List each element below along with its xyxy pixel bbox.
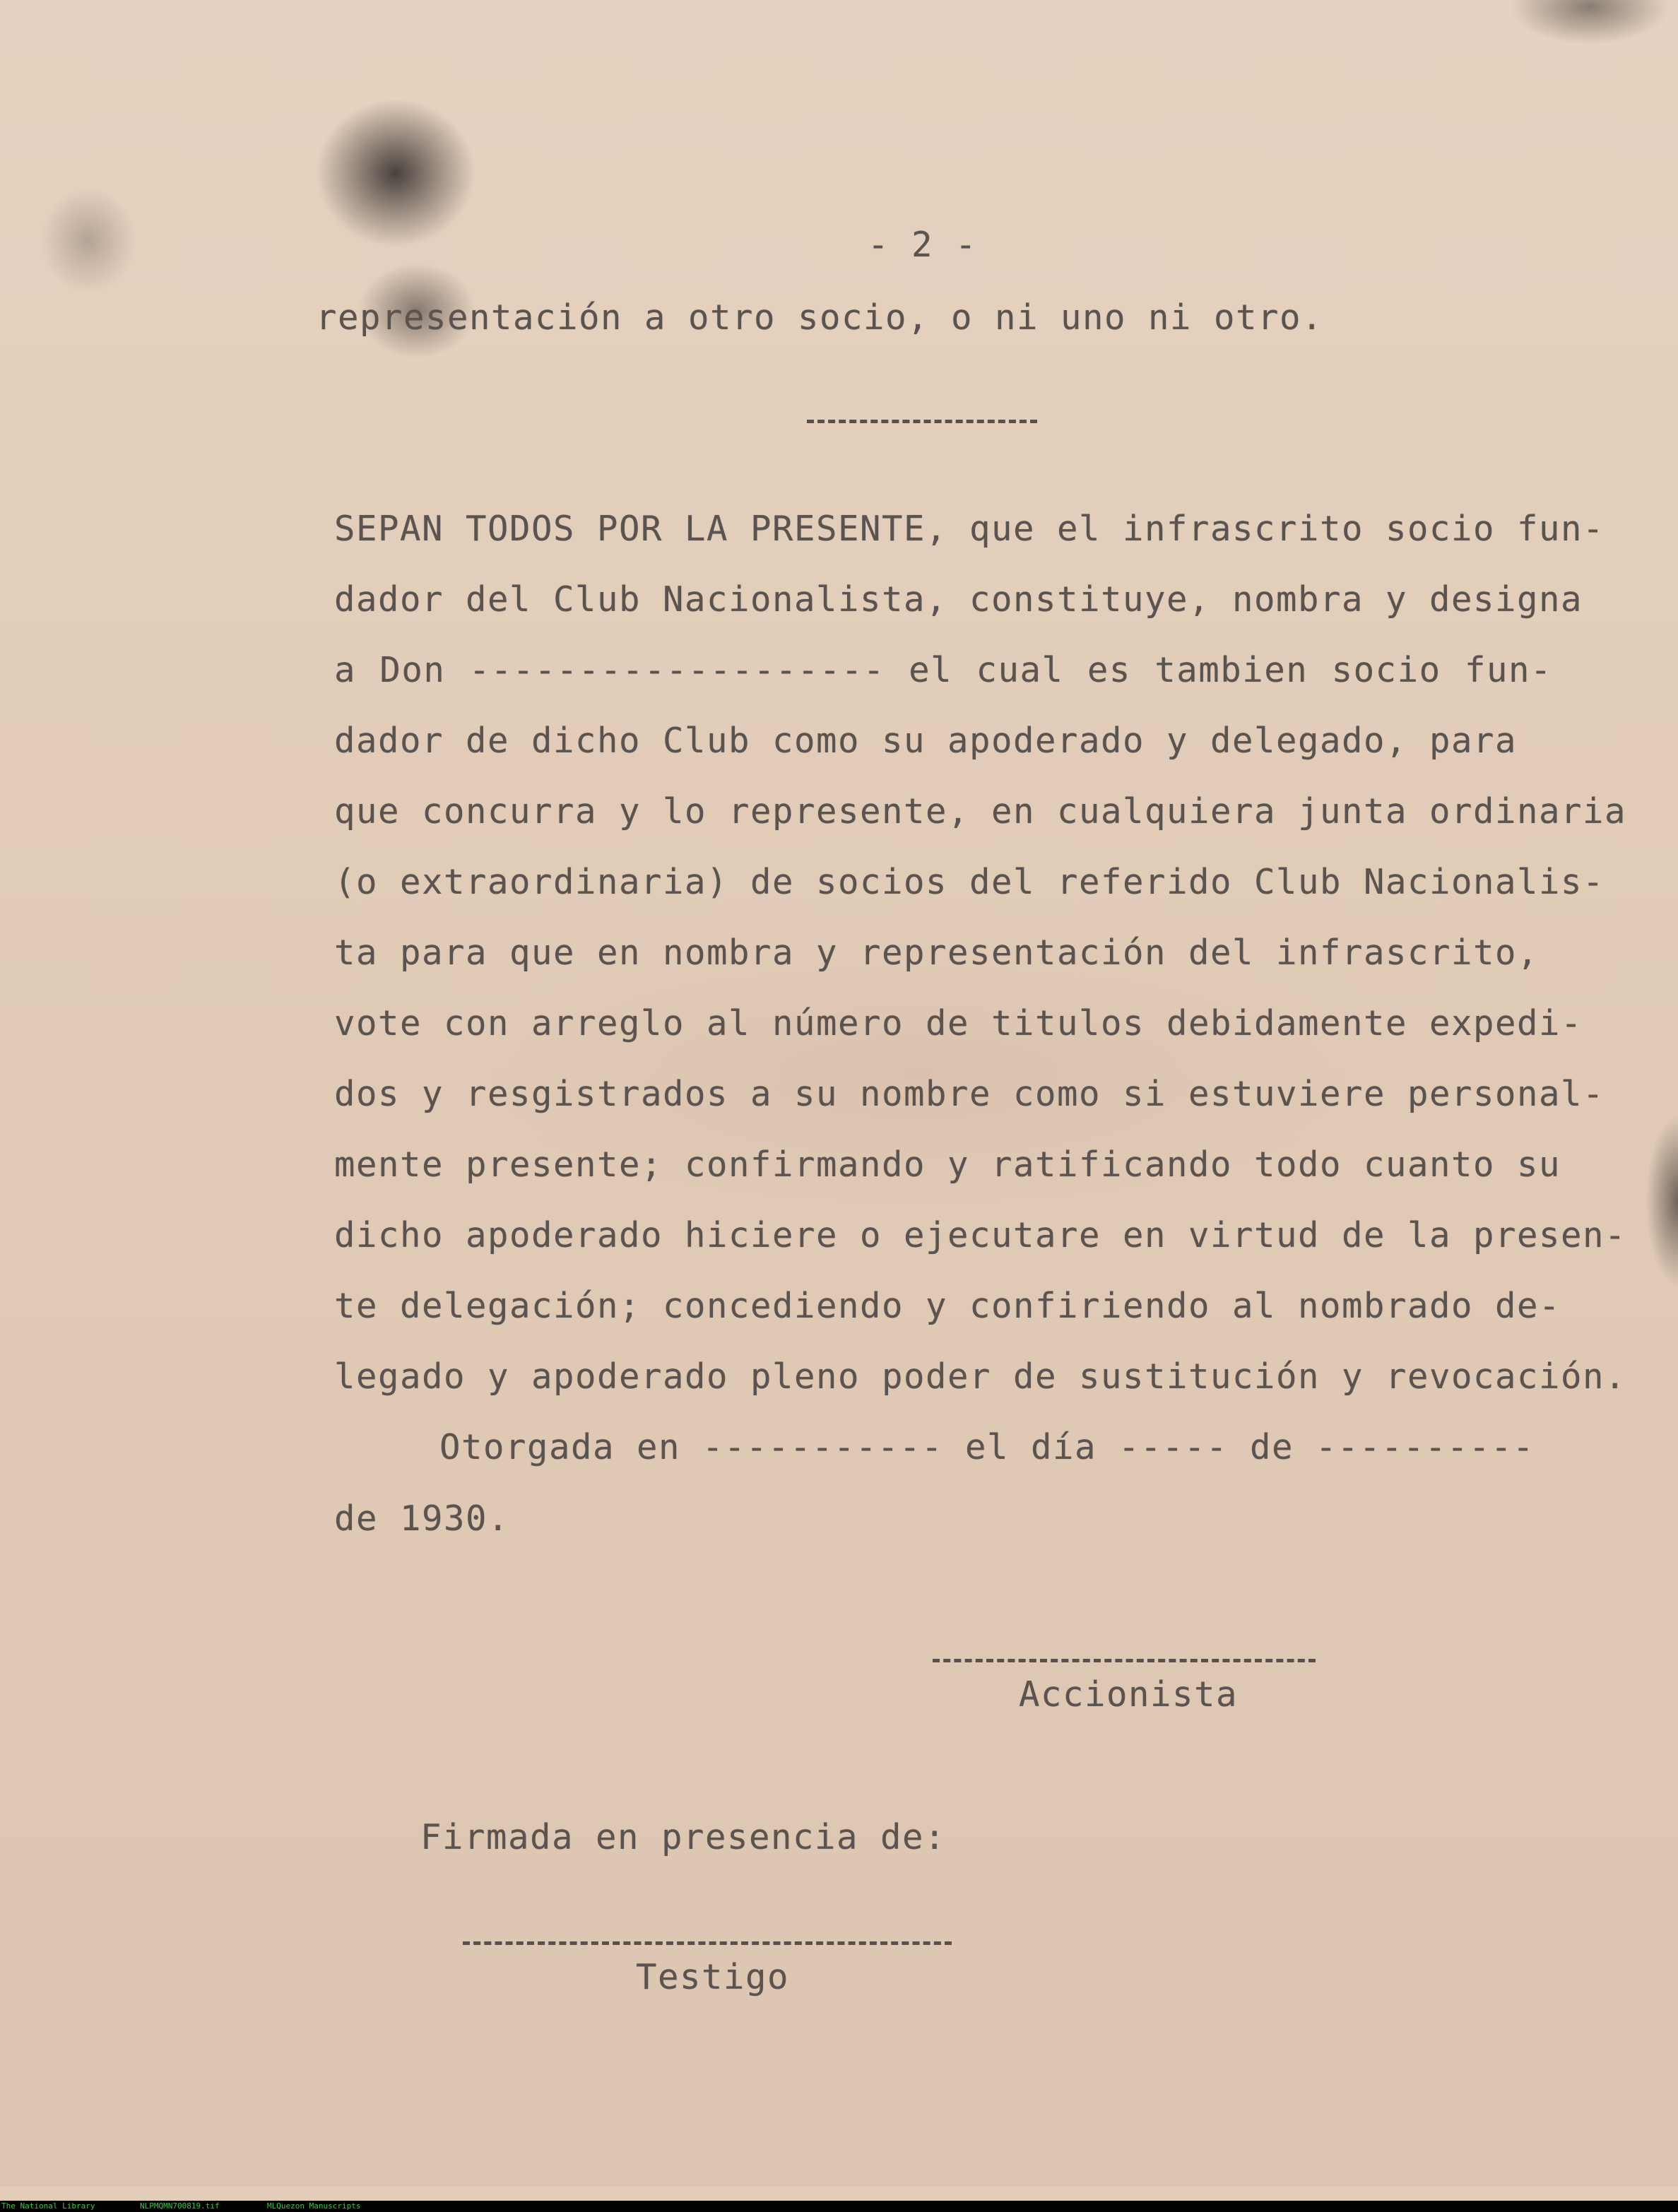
- body-line: dador del Club Nacionalista, constituye, nombra y designa: [334, 579, 1583, 620]
- body-line: legado y apoderado pleno poder de sustitución y revocación.: [334, 1356, 1627, 1397]
- signed-in-presence: Firmada en presencia de:: [420, 1817, 947, 1857]
- witness-signature-line: [463, 1941, 952, 1945]
- body-line: ta para que en nombra y representación del infrascrito,: [334, 933, 1540, 973]
- body-line: vote con arreglo al número de titulos debidamente expedi-: [334, 1003, 1583, 1043]
- granted-line: Otorgada en ----------- el día ----- de ----------: [439, 1427, 1535, 1467]
- body-line: dicho apoderado hiciere o ejecutare en virtud de la presen-: [334, 1215, 1627, 1255]
- body-line: te delegación; concediendo y confiriendo al nombrado de-: [334, 1286, 1561, 1326]
- opening-line: representación a otro socio, o ni uno ni otro.: [316, 297, 1324, 338]
- footer-library: The National Library: [1, 2201, 95, 2211]
- page-number: - 2 -: [868, 225, 978, 265]
- footer-file: NLPMQMN700819.tif: [140, 2201, 220, 2211]
- body-line: dador de dicho Club como su apoderado y delegado, para: [334, 721, 1518, 761]
- year-line: de 1930.: [334, 1498, 510, 1539]
- shareholder-label: Accionista: [1019, 1674, 1239, 1715]
- scan-footer-bar: [0, 2201, 1678, 2212]
- footer-collection: MLQuezon Manuscripts: [267, 2201, 361, 2211]
- witness-label: Testigo: [636, 1957, 790, 1997]
- body-line: mente presente; confirmando y ratificando todo cuanto su: [334, 1145, 1561, 1185]
- section-separator: [807, 420, 1037, 423]
- shareholder-signature-line: [933, 1659, 1316, 1662]
- body-line: (o extraordinaria) de socios del referido Club Nacionalis-: [334, 862, 1605, 902]
- body-line: a Don ------------------- el cual es tambien socio fun-: [334, 650, 1552, 690]
- body-line: que concurra y lo represente, en cualquiera junta ordinaria: [334, 791, 1627, 832]
- body-line: dos y resgistrados a su nombre como si estuviere personal-: [334, 1074, 1605, 1114]
- body-line: SEPAN TODOS POR LA PRESENTE, que el infrascrito socio fun-: [334, 509, 1605, 549]
